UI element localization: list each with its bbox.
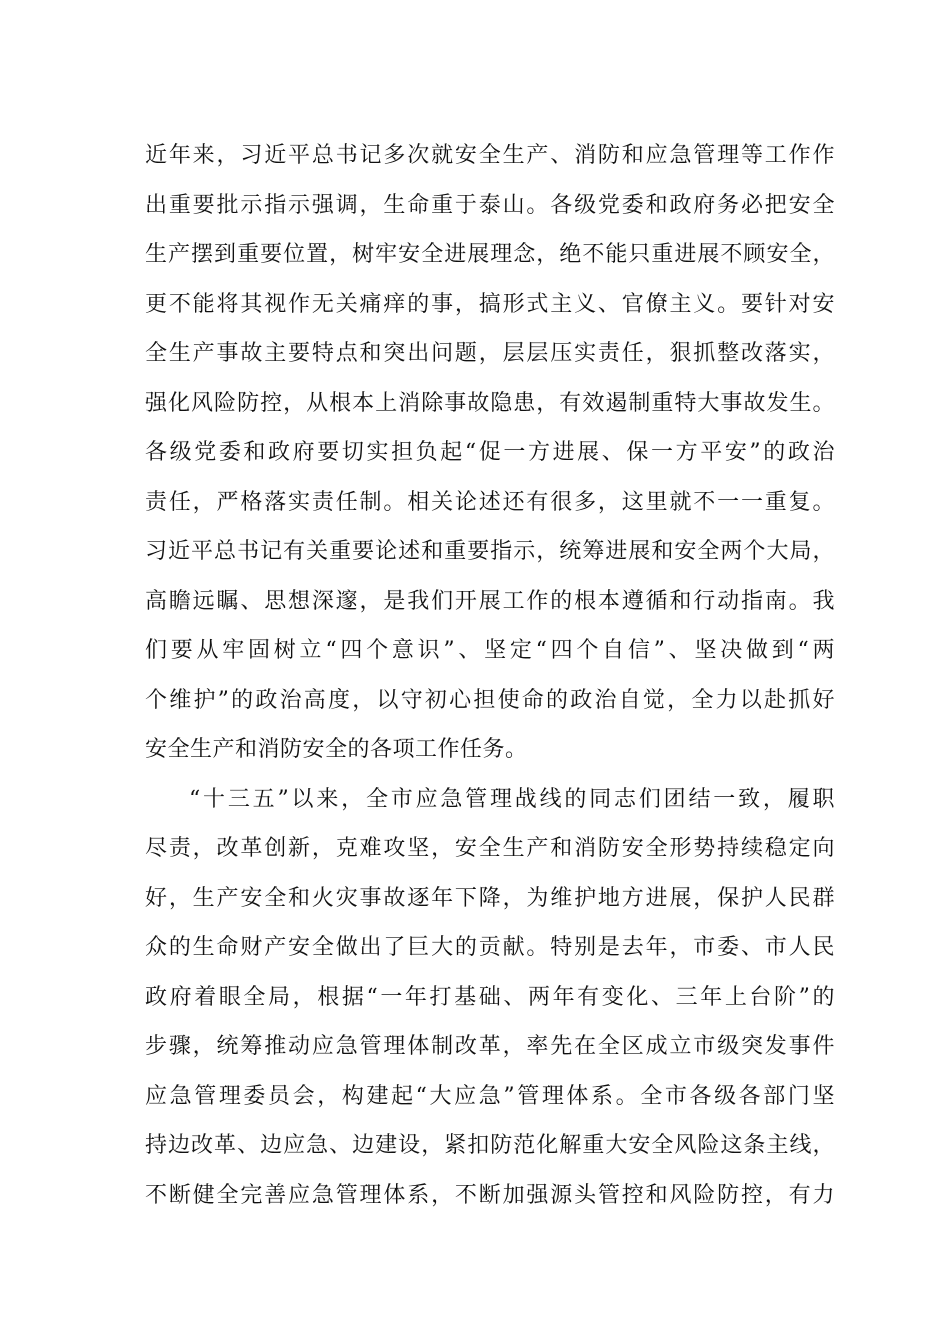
text-line: 众的生命财产安全做出了巨大的贡献。特别是去年，市委、市人民	[145, 935, 835, 960]
text-line: 责任，严格落实责任制。相关论述还有很多，这里就不一一重复。	[145, 489, 835, 515]
text-line: 政府着眼全局，根据“一年打基础、两年有变化、三年上台阶”的	[145, 984, 835, 1010]
text-line: 全生产事故主要特点和突出问题，层层压实责任，狠抓整改落实，	[145, 341, 835, 366]
text-line: 步骤，统筹推动应急管理体制改革，率先在全区成立市级突发事件	[145, 1034, 835, 1059]
text-line: 近年来，习近平总书记多次就安全生产、消防和应急管理等工作作	[145, 143, 835, 168]
text-line: 不断健全完善应急管理体系，不断加强源头管控和风险防控，有力	[145, 1182, 835, 1208]
text-line: 持边改革、边应急、边建设，紧扣防范化解重大安全风险这条主线，	[145, 1133, 835, 1158]
text-line: 安全生产和消防安全的各项工作任务。	[145, 737, 528, 762]
text-line: “十三五”以来，全市应急管理战线的同志们团结一致，履职	[189, 786, 835, 812]
text-line: 们要从牢固树立“四个意识”、坚定“四个自信”、坚决做到“两	[145, 638, 835, 663]
text-line: 尽责，改革创新，克难攻坚，安全生产和消防安全形势持续稳定向	[145, 836, 835, 861]
document-body	[145, 131, 835, 1220]
text-line: 强化风险防控，从根本上消除事故隐患，有效遏制重特大事故发生。	[145, 390, 835, 416]
text-line: 高瞻远瞩、思想深邃，是我们开展工作的根本遵循和行动指南。我	[145, 588, 835, 614]
text-line: 生产摆到重要位置，树牢安全进展理念，绝不能只重进展不顾安全，	[145, 242, 835, 267]
text-line: 应急管理委员会，构建起“大应急”管理体系。全市各级各部门坚	[145, 1083, 835, 1109]
text-line: 出重要批示指示强调，生命重于泰山。各级党委和政府务必把安全	[145, 192, 835, 218]
text-line: 好，生产安全和火灾事故逐年下降，为维护地方进展，保护人民群	[145, 885, 835, 911]
text-line: 个维护”的政治高度，以守初心担使命的政治自觉，全力以赴抓好	[145, 687, 835, 713]
text-line: 各级党委和政府要切实担负起“促一方进展、保一方平安”的政治	[145, 440, 835, 465]
text-line: 更不能将其视作无关痛痒的事，搞形式主义、官僚主义。要针对安	[145, 291, 835, 317]
text-line: 习近平总书记有关重要论述和重要指示，统筹进展和安全两个大局，	[145, 539, 835, 564]
